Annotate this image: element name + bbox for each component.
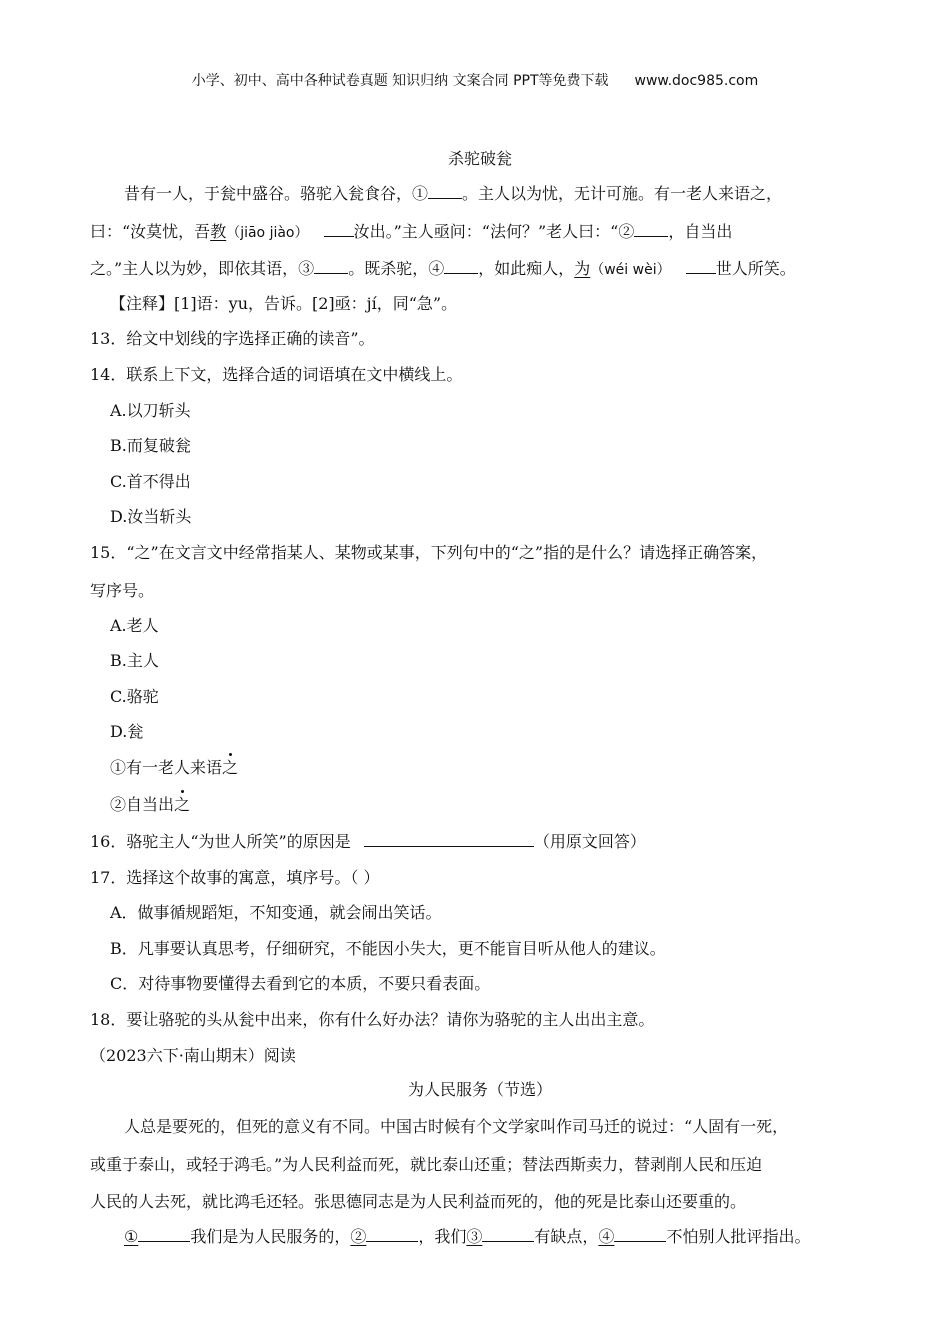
question-16: 16．骆驼主人“为世人所笑”的原因是 （用原文回答） bbox=[90, 832, 646, 851]
question-18: 18．要让骆驼的头从瓮中出来，你有什么好办法？请你为骆驼的主人出出主意。 bbox=[90, 1010, 655, 1029]
blank-pinyin-wei[interactable] bbox=[686, 273, 716, 274]
blank-4[interactable] bbox=[444, 273, 478, 274]
blank-marker-3: ③ bbox=[466, 1227, 483, 1246]
s2-blank-2[interactable] bbox=[366, 1241, 418, 1242]
s2-blank-4[interactable] bbox=[614, 1241, 666, 1242]
story-note: 【注释】[1]语：yu，告诉。[2]亟：jí，同“急”。 bbox=[110, 294, 458, 313]
blank-3[interactable] bbox=[314, 273, 348, 274]
s2-blank-1[interactable] bbox=[138, 1241, 190, 1242]
blank-marker-2: ② bbox=[350, 1227, 367, 1246]
q14-option-a[interactable]: A.以刀斩头 bbox=[110, 401, 191, 420]
story-title: 杀驼破瓮 bbox=[447, 149, 512, 168]
story-line-3: 之。”主人以为妙，即依其语，③ 。既杀驼，④ ，如此痴人，为（wéi wèi） 世人所笑。 bbox=[90, 259, 796, 278]
q17-option-b[interactable]: B．凡事要认真思考，仔细研究，不能因小失大，更不能盲目听从他人的建议。 bbox=[110, 939, 666, 958]
underlined-char-jiao: 教 bbox=[210, 222, 227, 241]
blank-2[interactable] bbox=[634, 236, 668, 237]
story-line-2: 曰：“汝莫忧，吾教（jiāo jiào） 汝出。”主人亟问：“法何？”老人曰：“② ，自当出 bbox=[90, 222, 733, 241]
section2-title: 为人民服务（节选） bbox=[407, 1080, 552, 1099]
pinyin-options-jiao: （jiāo jiào） bbox=[226, 225, 309, 241]
q14-option-b[interactable]: B.而复破瓮 bbox=[110, 436, 191, 455]
q15-sentence-1: ①有一老人来语之 bbox=[110, 758, 239, 777]
pinyin-options-wei: （wéi wèi） bbox=[590, 262, 671, 278]
question-13: 13．给文中划线的字选择正确的读音”。 bbox=[90, 329, 375, 348]
question-14: 14．联系上下文，选择合适的词语填在文中横线上。 bbox=[90, 365, 463, 384]
q15-option-b[interactable]: B.主人 bbox=[110, 651, 159, 670]
q17-option-c[interactable]: C．对待事物要懂得去看到它的本质，不要只看表面。 bbox=[110, 974, 491, 993]
question-15: 15．“之”在文言文中经常指某人、某物或某事，下列句中的“之”指的是什么？请选择正确答案， bbox=[90, 543, 768, 562]
blank-pinyin-jiao[interactable] bbox=[324, 236, 354, 237]
q17-option-a[interactable]: A．做事循规蹈矩，不知变通，就会闹出笑话。 bbox=[110, 903, 442, 922]
q15-option-a[interactable]: A.老人 bbox=[110, 616, 159, 635]
story-line-1: 昔有一人，于瓮中盛谷。骆驼入瓮食谷，① 。主人以为忧，无计可施。有一老人来语之， bbox=[124, 184, 783, 203]
blank-1[interactable] bbox=[428, 198, 462, 199]
section2-para-line-1: 人总是要死的，但死的意义有不同。中国古时候有个文学家叫作司马迁的说过：“人固有一死， bbox=[124, 1117, 789, 1136]
blank-marker-1: ① bbox=[124, 1227, 139, 1246]
page-header bbox=[0, 70, 950, 90]
blank-marker-4: ④ bbox=[598, 1227, 615, 1246]
q14-option-c[interactable]: C.首不得出 bbox=[110, 472, 191, 491]
section2-para-line-4: ① 我们是为人民服务的，② ，我们③ 有缺点，④ 不怕别人批评指出。 bbox=[124, 1227, 811, 1246]
s2-blank-3[interactable] bbox=[482, 1241, 534, 1242]
q15-option-c[interactable]: C.骆驼 bbox=[110, 687, 159, 706]
q15-sentence-2: ②自当出之 bbox=[110, 795, 191, 814]
header-text: 小学、初中、高中各种试卷真题 知识归纳 文案合同 PPT等免费下载 bbox=[191, 73, 609, 89]
dotted-char-zhi-2: 之 bbox=[174, 795, 191, 814]
header-site-link[interactable]: www.doc985.com bbox=[634, 73, 759, 89]
question-15-cont: 写序号。 bbox=[90, 581, 155, 600]
dotted-char-zhi-1: 之 bbox=[222, 758, 239, 777]
q16-answer-blank[interactable] bbox=[364, 846, 534, 847]
q15-option-d[interactable]: D.瓮 bbox=[110, 722, 144, 741]
section2-para-line-2: 或重于泰山，或轻于鸿毛。”为人民利益而死，就比泰山还重；替法西斯卖力，替剥削人民和压迫 bbox=[90, 1155, 763, 1174]
section2-source: （2023六下·南山期末）阅读 bbox=[90, 1046, 296, 1065]
q14-option-d[interactable]: D.汝当斩头 bbox=[110, 507, 192, 526]
section2-para-line-3: 人民的人去死，就比鸿毛还轻。张思德同志是为人民利益而死的，他的死是比泰山还要重的。 bbox=[90, 1192, 747, 1211]
underlined-char-wei: 为 bbox=[574, 259, 591, 278]
question-17: 17．选择这个故事的寓意，填序号。（ ） bbox=[90, 868, 380, 887]
